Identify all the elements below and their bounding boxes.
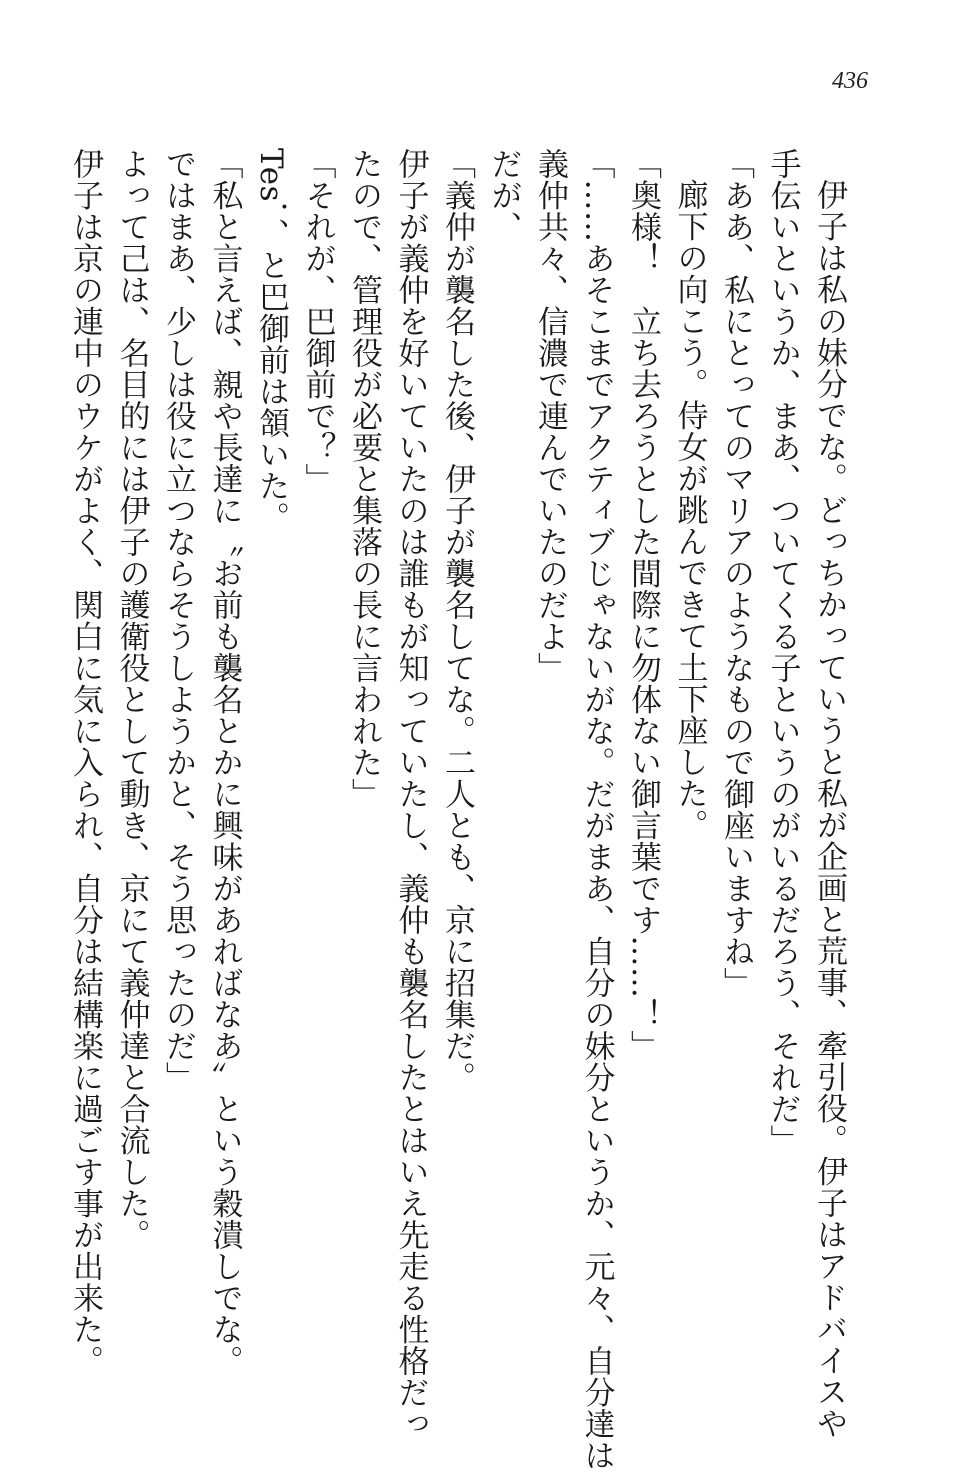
text-line: Tes．、と巴御前は頷いた。 (253, 148, 289, 534)
text-line: たので、管理役が必要と集落の長に言われた」 (346, 148, 382, 810)
text-line: 廊下の向こう。侍女が跳んできて土下座した。 (671, 179, 708, 841)
text-line: 「義仲が襲名した後、伊子が襲名してな。二人とも、京に招集だ。 (439, 148, 475, 1093)
text-line: ではまあ、少しは役に立つならそうしようかと、そう思ったのだ」 (160, 148, 196, 1093)
text-line: だが、 (485, 148, 522, 243)
text-line: 伊子は私の妹分でな。どっちかっていうと私が企画と荒事、牽引役。伊子はアドバイスや (811, 179, 847, 1439)
page-number: 436 (832, 68, 868, 94)
text-line: 義仲共々、信濃で連んでいたのだよ」 (532, 148, 568, 684)
text-line: よって己は、名目的には伊子の護衛役として動き、京にて義仲達と合流した。 (113, 148, 150, 1251)
text-line: 「それが、巴御前で？」 (299, 148, 336, 495)
text-line: 手伝いというか、まあ、ついてくる子というのがいるだろう、それだ」 (764, 148, 801, 1156)
text-line: 「奥様！ 立ち去ろうとした間際に勿体ない御言葉です……！」 (625, 148, 661, 1062)
text-line: 「ああ、私にとってのマリアのようなもので御座いますね」 (718, 148, 754, 999)
text-line: 「私と言えば、親や長達に〝お前も襲名とかに興味があればなあ〟という穀潰しでな。 (206, 148, 243, 1377)
text-line: 伊子が義仲を好いていたのは誰もが知っていたし、義仲も襲名したとはいえ先走る性格だっ (392, 148, 429, 1440)
text-line: 伊子は京の連中のウケがよく、関白に気に入られ、自分は結構楽に過ごす事が出来た。 (67, 148, 103, 1377)
novel-text-block (67, 148, 852, 1471)
text-line: 「……あそこまでアクティブじゃないがな。だがまあ、自分の妹分というか、元々、自分達は (578, 148, 615, 1471)
